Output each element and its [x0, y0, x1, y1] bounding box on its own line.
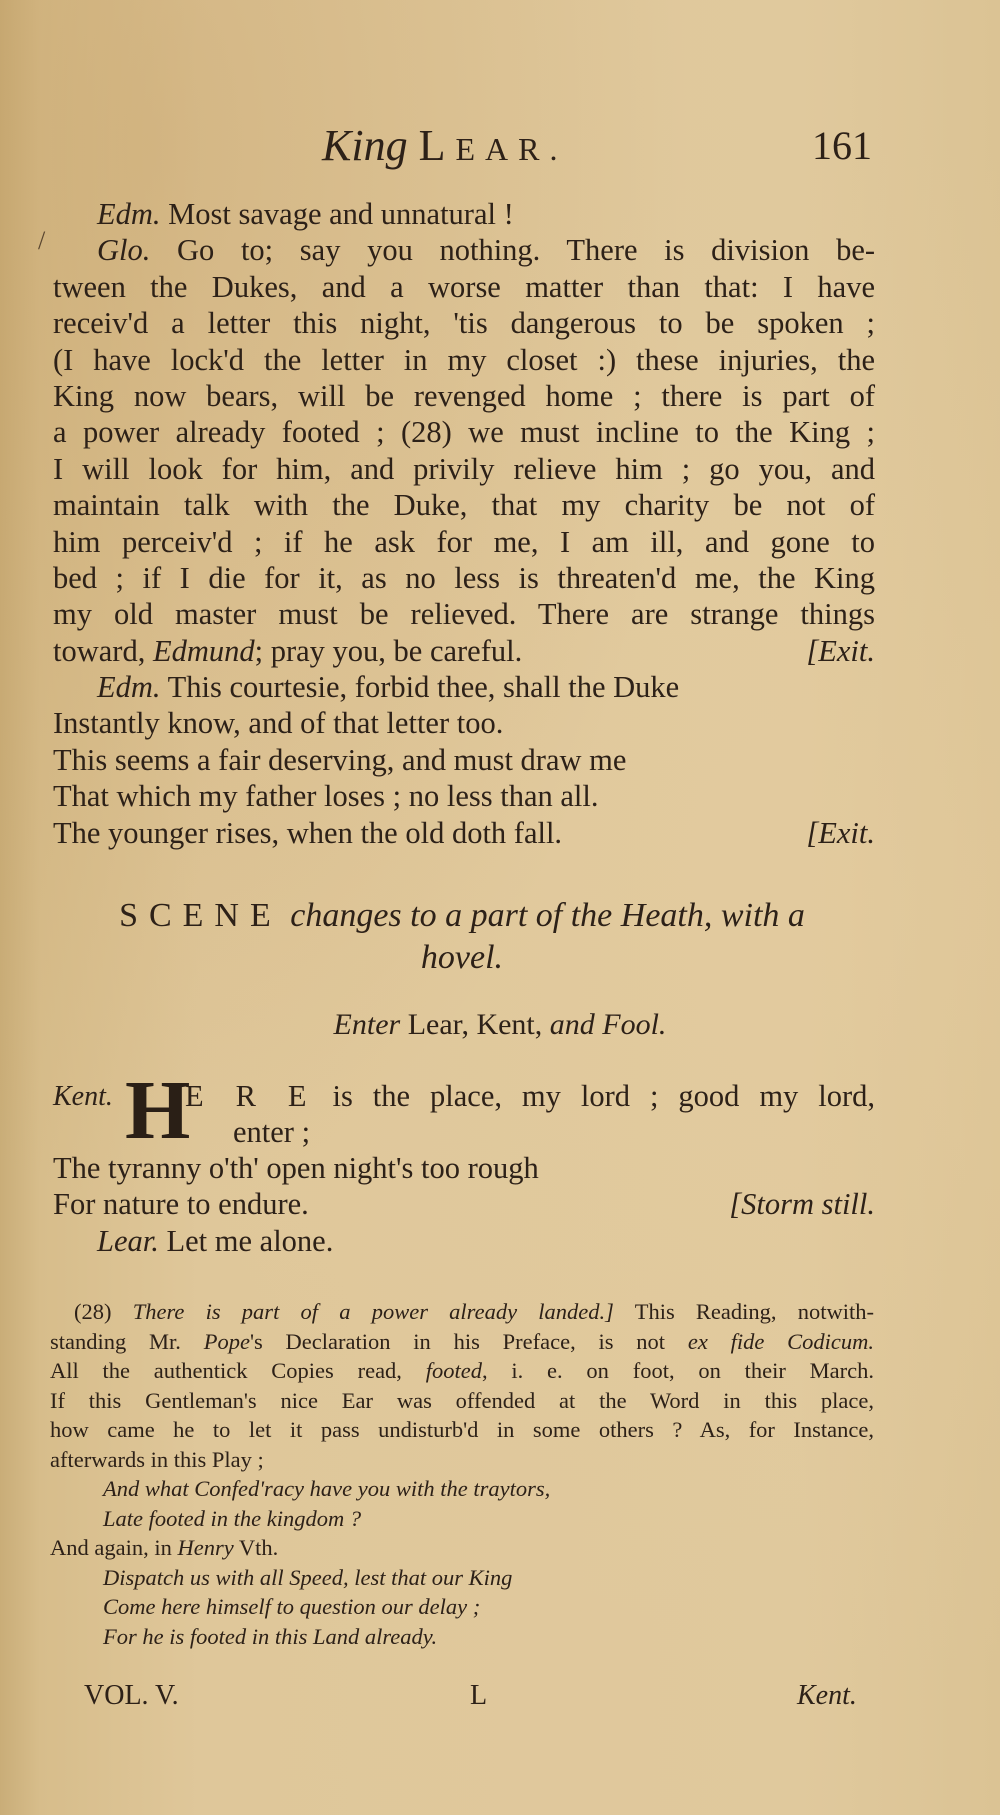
line-text: King now bears, will be revenged home ; there is part of — [53, 378, 875, 413]
body-line — [53, 815, 875, 851]
footnote-quote-1-line-2: Late footed in the kingdom ? — [103, 1505, 362, 1531]
line-text: toward, — [53, 633, 153, 668]
line-text: I will look for him, and privily relieve him ; go you, and — [53, 451, 875, 486]
line-text: him perceiv'd ; if he ask for me, I am ill, and gone to — [53, 524, 875, 559]
kent-speech-continued — [53, 1150, 875, 1259]
kent-line-4-text: For nature to endure. — [53, 1187, 309, 1222]
scene-heading-line1 — [50, 895, 874, 937]
body-line — [53, 451, 875, 487]
stage-direction-exit: [Exit. — [806, 633, 875, 668]
line-text: bed ; if I die for it, as no less is threaten'd me, the King — [53, 560, 875, 595]
entrance-fool: Fool. — [602, 1008, 667, 1041]
body-line — [53, 414, 875, 450]
scene-label: SCENE — [119, 897, 282, 934]
footnote-line-5: how came he to let it pass undisturb'd in some others ? As, for Instance, — [50, 1417, 874, 1442]
running-title — [322, 120, 567, 171]
speaker-name: Edm. — [97, 197, 161, 231]
drop-cap: H — [125, 1064, 191, 1157]
body-line — [53, 269, 875, 305]
footnote-lemma: There is part of a power already landed.] — [132, 1299, 614, 1324]
footnote-text: 's Declaration in his Preface, is not — [249, 1328, 688, 1354]
line-text: a power already footed ; (28) we must incline to the King ; — [53, 415, 875, 450]
body-line — [53, 560, 875, 596]
kent-line-1-caps: E R E — [185, 1079, 313, 1113]
stage-direction-exit: [Exit. — [806, 815, 875, 850]
footnote — [50, 1297, 874, 1651]
footnote-again — [50, 1533, 874, 1563]
entrance-and: and — [549, 1008, 595, 1041]
scene-description-line2: hovel. — [420, 939, 504, 976]
line-text: receiv'd a letter this night, 'tis dangerous to be spoken ; — [53, 306, 875, 341]
running-title-italic: King — [322, 121, 408, 170]
body-line — [53, 196, 875, 232]
body-line — [53, 633, 875, 669]
margin-pen-mark: / — [38, 226, 46, 255]
stage-entrance — [0, 1008, 1000, 1042]
entrance-names: Lear, Kent, — [407, 1008, 543, 1041]
line-text: ; pray you, be careful. — [254, 633, 523, 668]
footnote-text: , i. e. on foot, on their March. — [481, 1358, 875, 1383]
kent-line-1-rest: is the place, my lord ; good my lord, — [332, 1079, 876, 1113]
footnote-italic: footed — [425, 1358, 482, 1383]
line-text: Instantly know, and of that letter too. — [53, 706, 504, 741]
lear-line — [53, 1223, 875, 1259]
footnote-quote-2-line-2: Come here himself to question our delay ; — [103, 1594, 481, 1619]
dialogue-body — [53, 196, 875, 851]
footnote-quote-2-line-1: Dispatch us with all Speed, lest that our King — [103, 1564, 513, 1590]
footnote-line-3 — [50, 1356, 874, 1386]
line-text: The younger rises, when the old doth fall. — [53, 815, 563, 850]
running-title-cap-initial: L — [418, 121, 456, 170]
line-text: tween the Dukes, and a worse matter than that: I have — [53, 269, 875, 304]
footnote-line-4: If this Gentleman's nice Ear was offended at the Word in this place, — [50, 1387, 874, 1413]
catchword: Kent. — [797, 1680, 857, 1711]
line-text: This courtesie, forbid thee, shall the Duke — [167, 670, 680, 705]
body-line — [53, 232, 875, 268]
scene-description: changes to a part of the Heath, with a — [290, 897, 805, 934]
kent-line-4 — [53, 1186, 875, 1222]
footnote-text: All the authentick Copies read, — [50, 1358, 426, 1383]
line-text: Most savage and unnatural ! — [168, 197, 514, 231]
page-number: 161 — [812, 123, 872, 168]
enter-word: Enter — [333, 1008, 401, 1041]
lear-line-text: Let me alone. — [166, 1223, 334, 1258]
line-text: maintain talk with the Duke, that my charity be not of — [53, 488, 875, 523]
footnote-text: Vth. — [233, 1535, 279, 1560]
footnote-italic: ex fide Codicum. — [687, 1328, 874, 1354]
footnote-text: This Reading, notwith- — [613, 1299, 874, 1324]
footnote-number: (28) — [74, 1299, 112, 1324]
signature-mark: L — [470, 1680, 488, 1711]
body-line — [53, 778, 875, 814]
kent-line-3: The tyranny o'th' open night's too rough — [53, 1151, 539, 1185]
body-line — [53, 305, 875, 341]
body-line — [53, 705, 875, 741]
footnote-italic: Pope — [203, 1328, 250, 1354]
volume-mark: VOL. V. — [84, 1680, 179, 1711]
speaker-name: Edm. — [97, 670, 161, 705]
body-line — [53, 342, 875, 378]
footnote-line-2 — [50, 1327, 874, 1357]
body-line — [53, 596, 875, 632]
italic-name: Edmund — [152, 633, 255, 668]
line-text: (I have lock'd the letter in my closet :) these injuries, the — [53, 342, 875, 377]
body-line — [53, 669, 875, 705]
line-text: my old master must be relieved. There are strange things — [53, 597, 875, 632]
stage-direction-storm: [Storm still. — [729, 1187, 875, 1222]
footnote-text: standing Mr. — [50, 1328, 204, 1354]
line-text: Go to; say you nothing. There is division be- — [177, 233, 876, 268]
footnote-italic: Henry — [177, 1535, 234, 1560]
footnote-text: And again, in — [50, 1535, 178, 1560]
footnote-line-1 — [50, 1297, 874, 1327]
line-text: That which my father loses ; no less than all. — [53, 779, 599, 814]
body-line — [53, 742, 875, 778]
speaker-name: Glo. — [97, 233, 151, 268]
footnote-quote-1-line-1: And what Confed'racy have you with the traytors, — [103, 1476, 551, 1501]
running-title-caps — [419, 121, 568, 170]
running-title-small-caps: EAR. — [455, 131, 568, 167]
scene-heading — [50, 895, 874, 979]
kent-line-1 — [185, 1079, 875, 1114]
body-line — [53, 524, 875, 560]
body-line — [53, 487, 875, 523]
footnote-quote-2-line-3: For he is footed in this Land already. — [103, 1623, 438, 1649]
kent-line-2: enter ; — [233, 1115, 311, 1149]
footnote-line-6: afterwards in this Play ; — [50, 1446, 264, 1472]
speaker-kent: Kent. — [53, 1081, 113, 1112]
body-line — [53, 378, 875, 414]
speaker-lear: Lear. — [97, 1223, 159, 1258]
line-text: This seems a fair deserving, and must draw me — [53, 742, 627, 777]
